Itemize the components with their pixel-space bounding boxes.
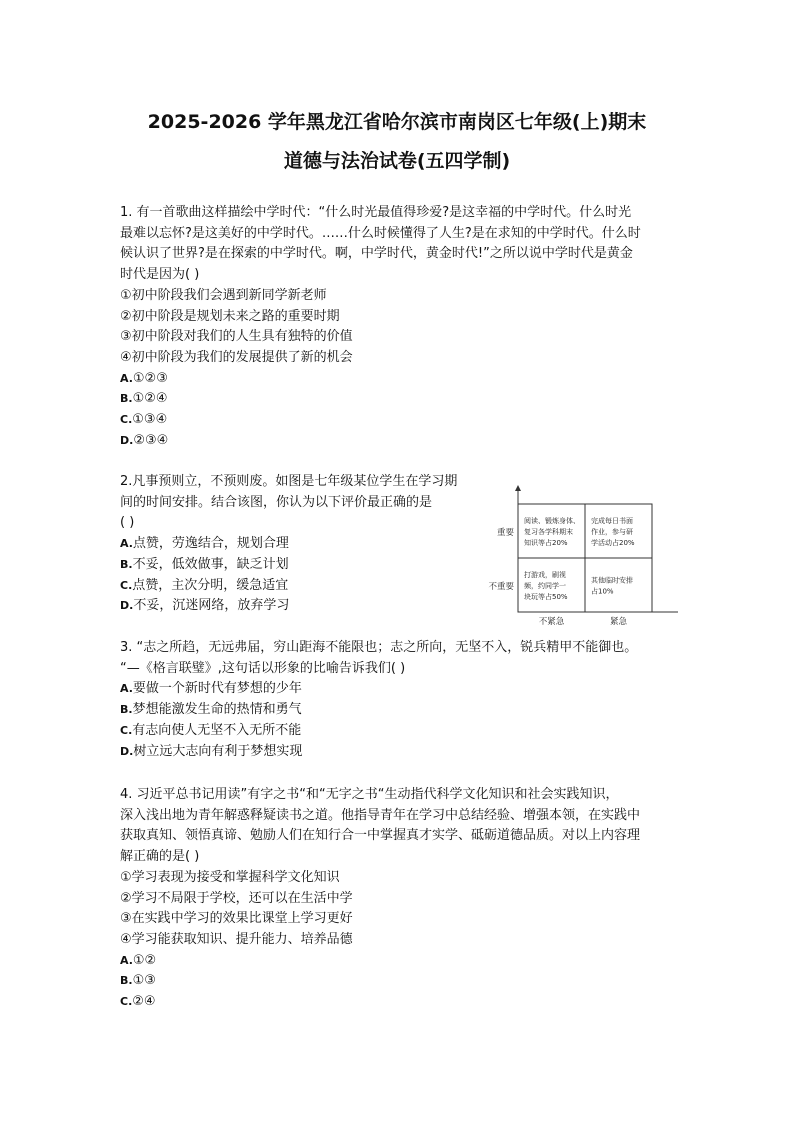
question-1-stem-line: 时代是因为( ) (120, 267, 200, 283)
option-label: C. (120, 723, 133, 737)
question-3-stem-line: 3. “志之所趋，无远弗届，穷山距海不能限也；志之所向，无坚不入，锐兵精甲不能御也。 (120, 640, 638, 655)
option-text: ②③④ (133, 432, 169, 448)
col-label: 不紧急 (538, 617, 565, 627)
option-label: B. (120, 392, 133, 406)
question-2 (120, 472, 480, 617)
option-label: C. (120, 413, 133, 427)
option-text: 点赞，劳逸结合，规划合理 (132, 536, 289, 552)
option-label: A. (120, 537, 133, 551)
question-4-statement: ①学习表现为接受和掌握科学文化知识 (120, 869, 340, 885)
question-1-option-a[interactable] (120, 369, 680, 390)
question-4-stem-line: 4. 习近平总书记用读”有字之书“和“无字之书“生动指代科学文化知识和社会实践知识， (120, 787, 619, 802)
option-label: A. (120, 371, 133, 385)
quadrant-cell-text: 复习各学科期末 (524, 528, 573, 536)
question-1 (120, 203, 680, 451)
question-1-option-d[interactable] (120, 431, 680, 452)
quadrant-cell-text: 其他临时安排 (591, 576, 633, 585)
question-3-option-a[interactable] (120, 679, 680, 700)
option-label: A. (120, 953, 133, 967)
question-2-option-a[interactable] (120, 534, 480, 555)
option-text: 梦想能激发生命的热情和勇气 (132, 702, 302, 718)
question-3-option-c[interactable] (120, 721, 680, 742)
exam-title-line1: 2025-2026 学年黑龙江省哈尔滨市南岗区七年级(上)期末 (147, 111, 647, 133)
question-4-option-b[interactable] (120, 971, 680, 992)
quadrant-cell-text: 学活动占20% (591, 539, 635, 547)
question-2-stem-line: ( ) (120, 515, 135, 531)
question-1-option-c[interactable] (120, 410, 680, 431)
question-1-statement: ④初中阶段为我们的发展提供了新的机会 (120, 349, 353, 365)
option-label: D. (120, 744, 134, 758)
option-text: ①③ (132, 973, 156, 989)
question-1-stem-line: 最难以忘怀?是这美好的中学时代。……什么时候懂得了人生?是在求知的中学时代。什么时 (120, 225, 641, 241)
question-4-option-c[interactable] (120, 992, 680, 1013)
exam-title-line2: 道德与法治试卷(五四学制) (283, 150, 511, 172)
question-3-stem-line: “—《格言联璧》,这句话以形象的比喻告诉我们( ) (120, 660, 406, 676)
question-2-option-d[interactable] (120, 596, 480, 617)
quadrant-svg (480, 486, 650, 627)
option-label: C. (120, 578, 133, 592)
question-2-stem-line: 2.凡事预则立，不预则废。如图是七年级某位学生在学习期 (120, 474, 458, 489)
col-label: 紧急 (609, 617, 628, 627)
question-1-statement: ①初中阶段我们会遇到新同学新老师 (120, 287, 327, 303)
question-2-option-b[interactable] (120, 555, 480, 576)
row-label: 不重要 (488, 582, 514, 592)
quadrant-cell-text: 打游戏，刷视 (524, 571, 566, 579)
option-text: ①② (132, 952, 157, 968)
option-text: 树立远大志向有利于梦想实现 (133, 743, 303, 759)
option-label: C. (120, 995, 133, 1009)
option-text: 有志向使人无坚不入无所不能 (132, 722, 302, 738)
option-text: 点赞，主次分明，缓急适宜 (132, 577, 289, 593)
option-text: 不妥，沉迷网络，放弃学习 (133, 598, 290, 614)
option-text: ①②④ (132, 391, 168, 407)
question-1-stem-line: 1. 有一首歌曲这样描绘中学时代：“什么时光最值得珍爱?是这幸福的中学时代。什么时光 (120, 205, 632, 220)
question-1-option-b[interactable] (120, 389, 680, 410)
time-quadrant-chart (480, 486, 650, 627)
quadrant-cell-text: 知识等占20% (524, 539, 568, 547)
quadrant-cell-text: 作业，参与研 (591, 528, 633, 536)
question-3 (120, 638, 680, 762)
option-label: B. (120, 557, 133, 571)
question-4-stem-line: 获取真知、领悟真谛、勉励人们在知行合一中掌握真才实学、砥砺道德品质。对以上内容理 (120, 828, 641, 844)
quadrant-cell-text: 阅读、锻炼身体、 (524, 517, 580, 525)
quadrant-cell-text: 频，约同学一 (524, 582, 566, 590)
question-1-statement: ③初中阶段对我们的人生具有独特的价值 (120, 329, 353, 345)
option-label: A. (120, 682, 133, 696)
option-text: 要做一个新时代有梦想的少年 (132, 681, 302, 697)
question-4-statement: ④学习能获取知识、提升能力、培养品德 (120, 931, 353, 947)
option-label: D. (120, 599, 134, 613)
question-4-statement: ③在实践中学习的效果比课堂上学习更好 (120, 911, 353, 927)
question-2-stem-line: 间的时间安排。结合该图，你认为以下评价最正确的是 (120, 494, 433, 510)
question-1-stem-line: 候认识了世界?是在探索的中学时代。啊，中学时代，黄金时代!”之所以说中学时代是黄金 (120, 246, 633, 262)
question-1-statement: ②初中阶段是规划未来之路的重要时期 (120, 308, 340, 324)
question-4-stem-line: 解正确的是( ) (120, 849, 200, 865)
option-label: B. (120, 974, 133, 988)
question-4-stem-line: 深入浅出地为青年解惑释疑读书之道。他指导青年在学习中总结经验、增强本领，在实践中 (120, 807, 641, 823)
question-4 (120, 785, 680, 1013)
question-3-option-d[interactable] (120, 742, 680, 763)
option-label: B. (120, 703, 133, 717)
quadrant-cell-text: 块玩等占50% (524, 593, 568, 601)
question-3-option-b[interactable] (120, 700, 680, 721)
option-text: ①③④ (132, 412, 168, 428)
option-text: ②④ (132, 994, 156, 1010)
option-label: D. (120, 433, 134, 447)
option-text: ①②③ (132, 370, 168, 386)
row-label: 重要 (496, 528, 514, 538)
question-4-statement: ②学习不局限于学校，还可以在生活中学 (120, 890, 353, 906)
question-4-option-a[interactable] (120, 951, 680, 972)
quadrant-cell-text: 完成每日书面 (591, 517, 633, 525)
option-text: 不妥，低效做事，缺乏计划 (132, 556, 289, 572)
question-2-option-c[interactable] (120, 576, 480, 597)
quadrant-cell-text: 占10% (591, 587, 614, 596)
